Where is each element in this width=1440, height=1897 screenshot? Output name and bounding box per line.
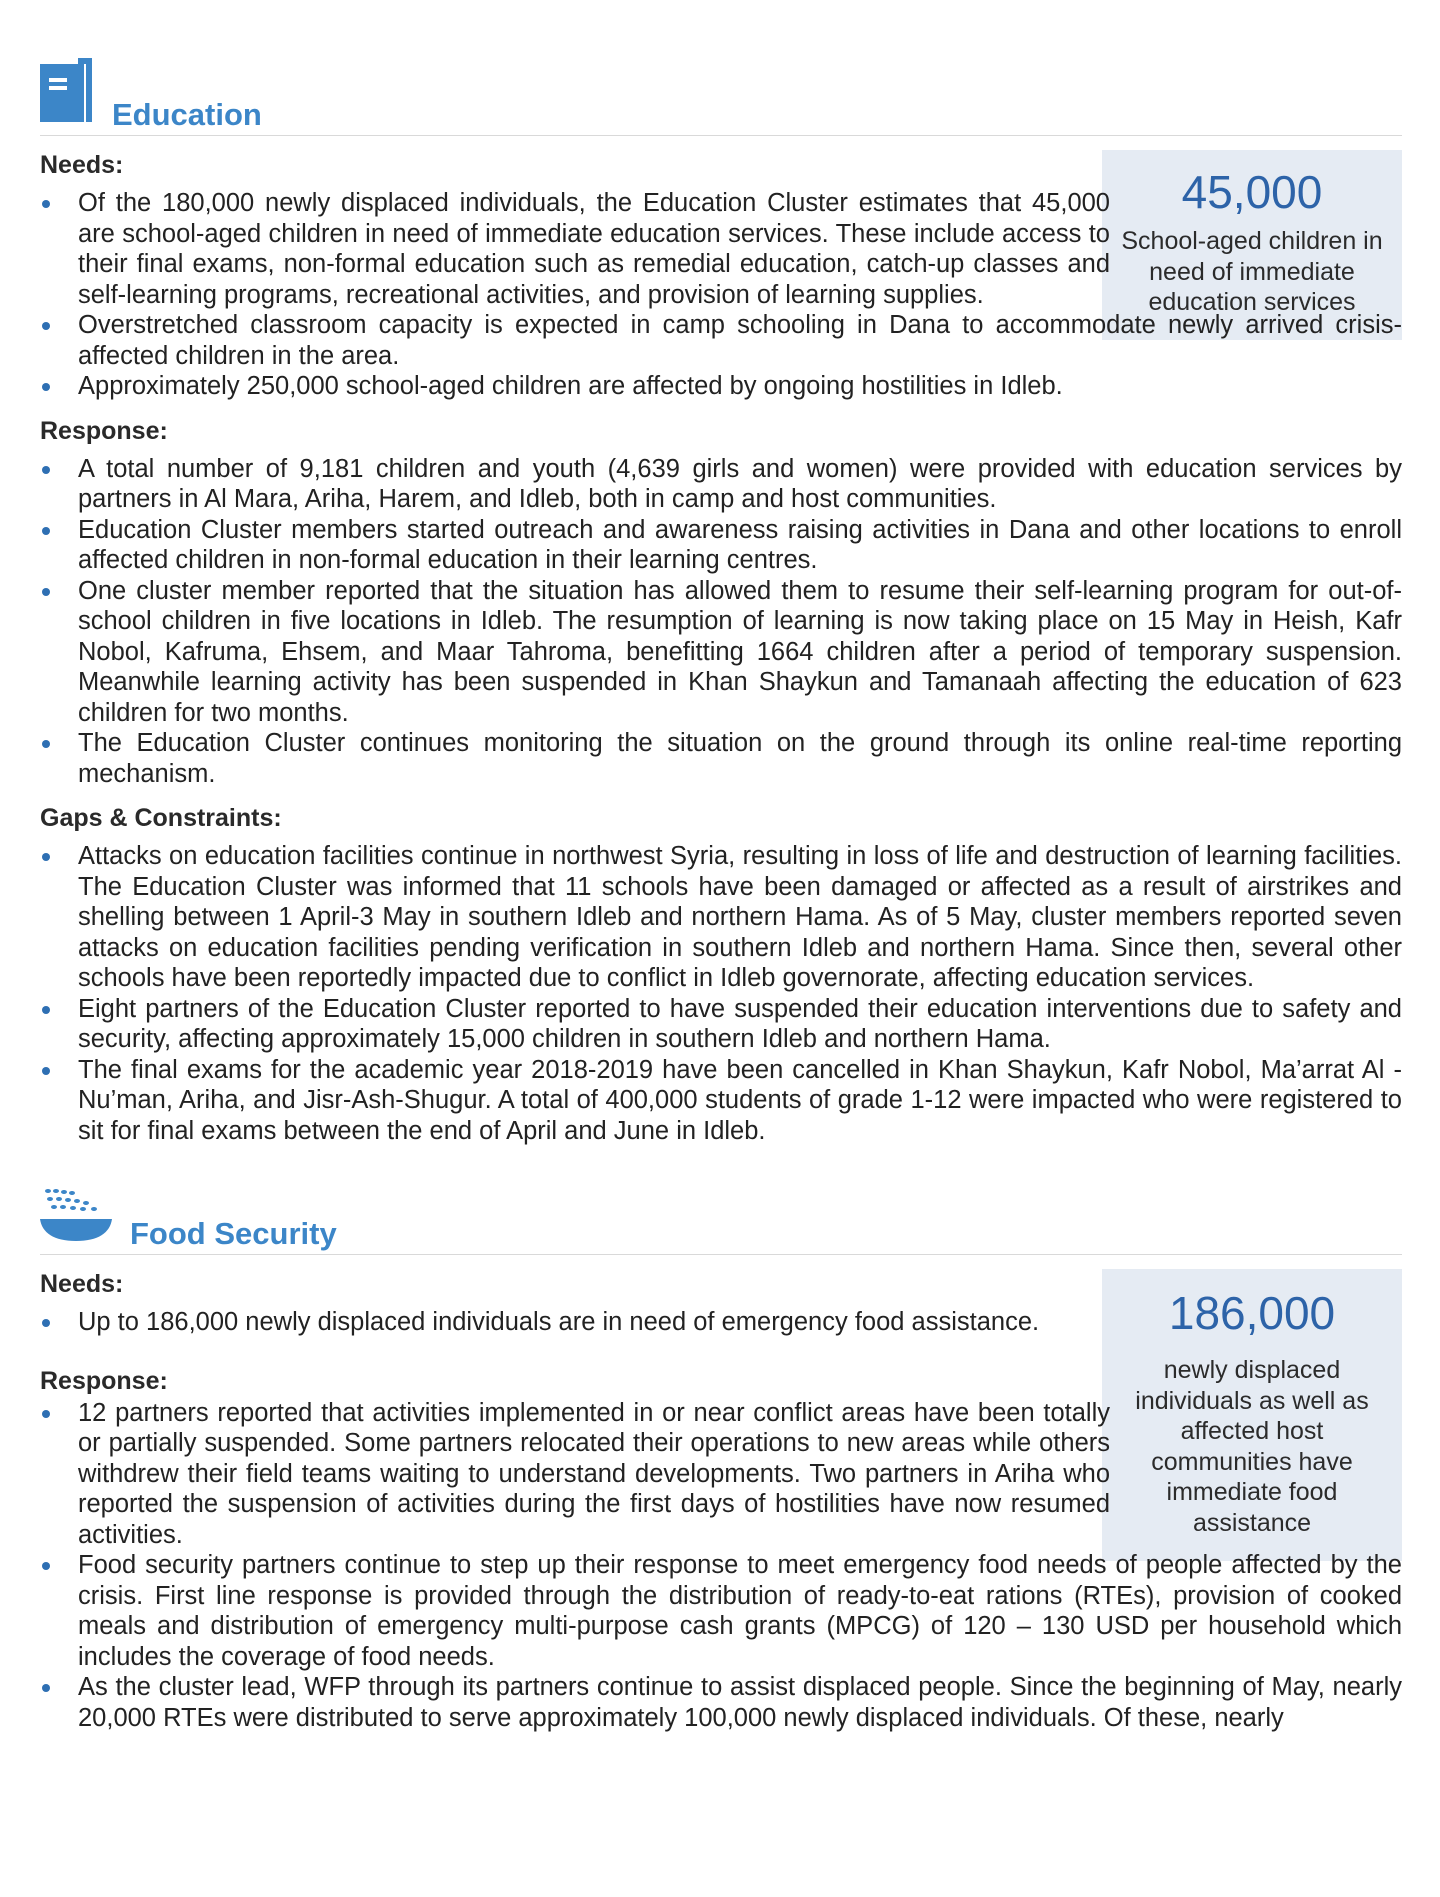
education-callout-text: School-aged children in need of immediate education services bbox=[1121, 227, 1383, 316]
education-callout-number: 45,000 bbox=[1181, 166, 1323, 218]
food-security-needs-heading: Needs: bbox=[40, 1270, 124, 1298]
book-icon bbox=[40, 58, 94, 127]
food-security-callout-text: newly displaced individuals as well as affected host communities have immediate food assistance bbox=[1135, 1356, 1369, 1537]
food-security-callout bbox=[1102, 1269, 1402, 1561]
food-security-section bbox=[40, 1174, 1402, 1733]
list-item: The final exams for the academic year 2018-2019 have been cancelled in Khan Shaykun, Kafr Nobol, Ma’arrat Al -Nu’man, Ariha, and Jisr-Ash-Shugur. A total of 400,000 students of grade 1-12 were impacted who were registered to sit for final exams between the end of April and June in Idleb. bbox=[40, 1055, 1402, 1147]
list-item: Eight partners of the Education Cluster reported to have suspended their education interventions due to safety and security, affecting approximately 15,000 children in southern Idleb and northern Hama. bbox=[40, 994, 1402, 1055]
document-page bbox=[40, 55, 1402, 1733]
list-item: The Education Cluster continues monitoring the situation on the ground through its online real-time reporting mechanism. bbox=[40, 728, 1402, 789]
list-item: As the cluster lead, WFP through its partners continue to assist displaced people. Since the beginning of May, nearly 20,000 RTEs were distributed to serve approximately 100,000 newly displaced individuals. Of these, nearly bbox=[40, 1672, 1402, 1733]
education-gaps-list bbox=[40, 841, 1402, 1146]
list-item: A total number of 9,181 children and youth (4,639 girls and women) were provided with education services by partners in Al Mara, Ariha, Harem, and Idleb, both in camp and host communities. bbox=[40, 454, 1402, 515]
food-security-response-heading: Response: bbox=[40, 1366, 168, 1395]
list-item: One cluster member reported that the situation has allowed them to resume their self-learning program for out-of-school children in five locations in Idleb. The resumption of learning is now taking place on 15 May in Heish, Kafr Nobol, Kafruma, Ehsem, and Maar Tahroma, benefitting 1664 children after a period of temporary suspension. Meanwhile learning activity has been suspended in Khan Shaykun and Tamanaah affecting the education of 623 children for two months. bbox=[40, 576, 1402, 729]
list-item: Approximately 250,000 school-aged children are affected by ongoing hostilities in Idleb. bbox=[40, 371, 1402, 402]
education-response-list bbox=[40, 454, 1402, 790]
list-item: 12 partners reported that activities implemented in or near conflict areas have been totally or partially suspended. Some partners relocated their operations to new areas while others withdrew their field teams waiting to understand developments. Two partners in Ariha who reported the suspension of activities during the first days of hostilities have now resumed activities. bbox=[40, 1398, 1110, 1551]
list-item: Of the 180,000 newly displaced individuals, the Education Cluster estimates that 45,000 are school-aged children in need of immediate education services. These include access to their final exams, non-formal education such as remedial education, catch-up classes and self-learning programs, recreational activities, and provision of learning supplies. bbox=[40, 188, 1110, 310]
list-item: Up to 186,000 newly displaced individuals are in need of emergency food assistance. bbox=[40, 1307, 1110, 1338]
list-item: Overstretched classroom capacity is expected in camp schooling in Dana to accommodate newly arrived crisis-affected children in the area. bbox=[40, 310, 1402, 371]
education-gaps-heading: Gaps & Constraints: bbox=[40, 804, 282, 832]
food-security-header bbox=[40, 1174, 1402, 1255]
food-security-title: Food Security bbox=[130, 1216, 337, 1251]
education-header bbox=[40, 55, 1402, 136]
education-needs-heading: Needs: bbox=[40, 151, 124, 179]
education-section bbox=[40, 55, 1402, 1146]
list-item: Food security partners continue to step up their response to meet emergency food needs of people affected by the crisis. First line response is provided through the distribution of ready-to-eat rations (RTEs), provision of cooked meals and distribution of emergency multi-purpose cash grants (MPCG) of 120 – 130 USD per household which includes the coverage of food needs. bbox=[40, 1550, 1402, 1672]
food-bowl-icon bbox=[40, 1185, 112, 1246]
food-security-callout-number: 186,000 bbox=[1168, 1287, 1336, 1339]
list-item: Education Cluster members started outreach and awareness raising activities in Dana and other locations to enroll affected children in non-formal education in their learning centres. bbox=[40, 515, 1402, 576]
list-item: Attacks on education facilities continue in northwest Syria, resulting in loss of life and destruction of learning facilities. The Education Cluster was informed that 11 schools have been damaged or affected as a result of airstrikes and shelling between 1 April-3 May in southern Idleb and northern Hama. As of 5 May, cluster members reported seven attacks on education facilities pending verification in southern Idleb and northern Hama. Since then, several other schools have been reportedly impacted due to conflict in Idleb governorate, affecting education services. bbox=[40, 841, 1402, 994]
education-title: Education bbox=[112, 97, 262, 132]
education-response-heading: Response: bbox=[40, 416, 168, 445]
